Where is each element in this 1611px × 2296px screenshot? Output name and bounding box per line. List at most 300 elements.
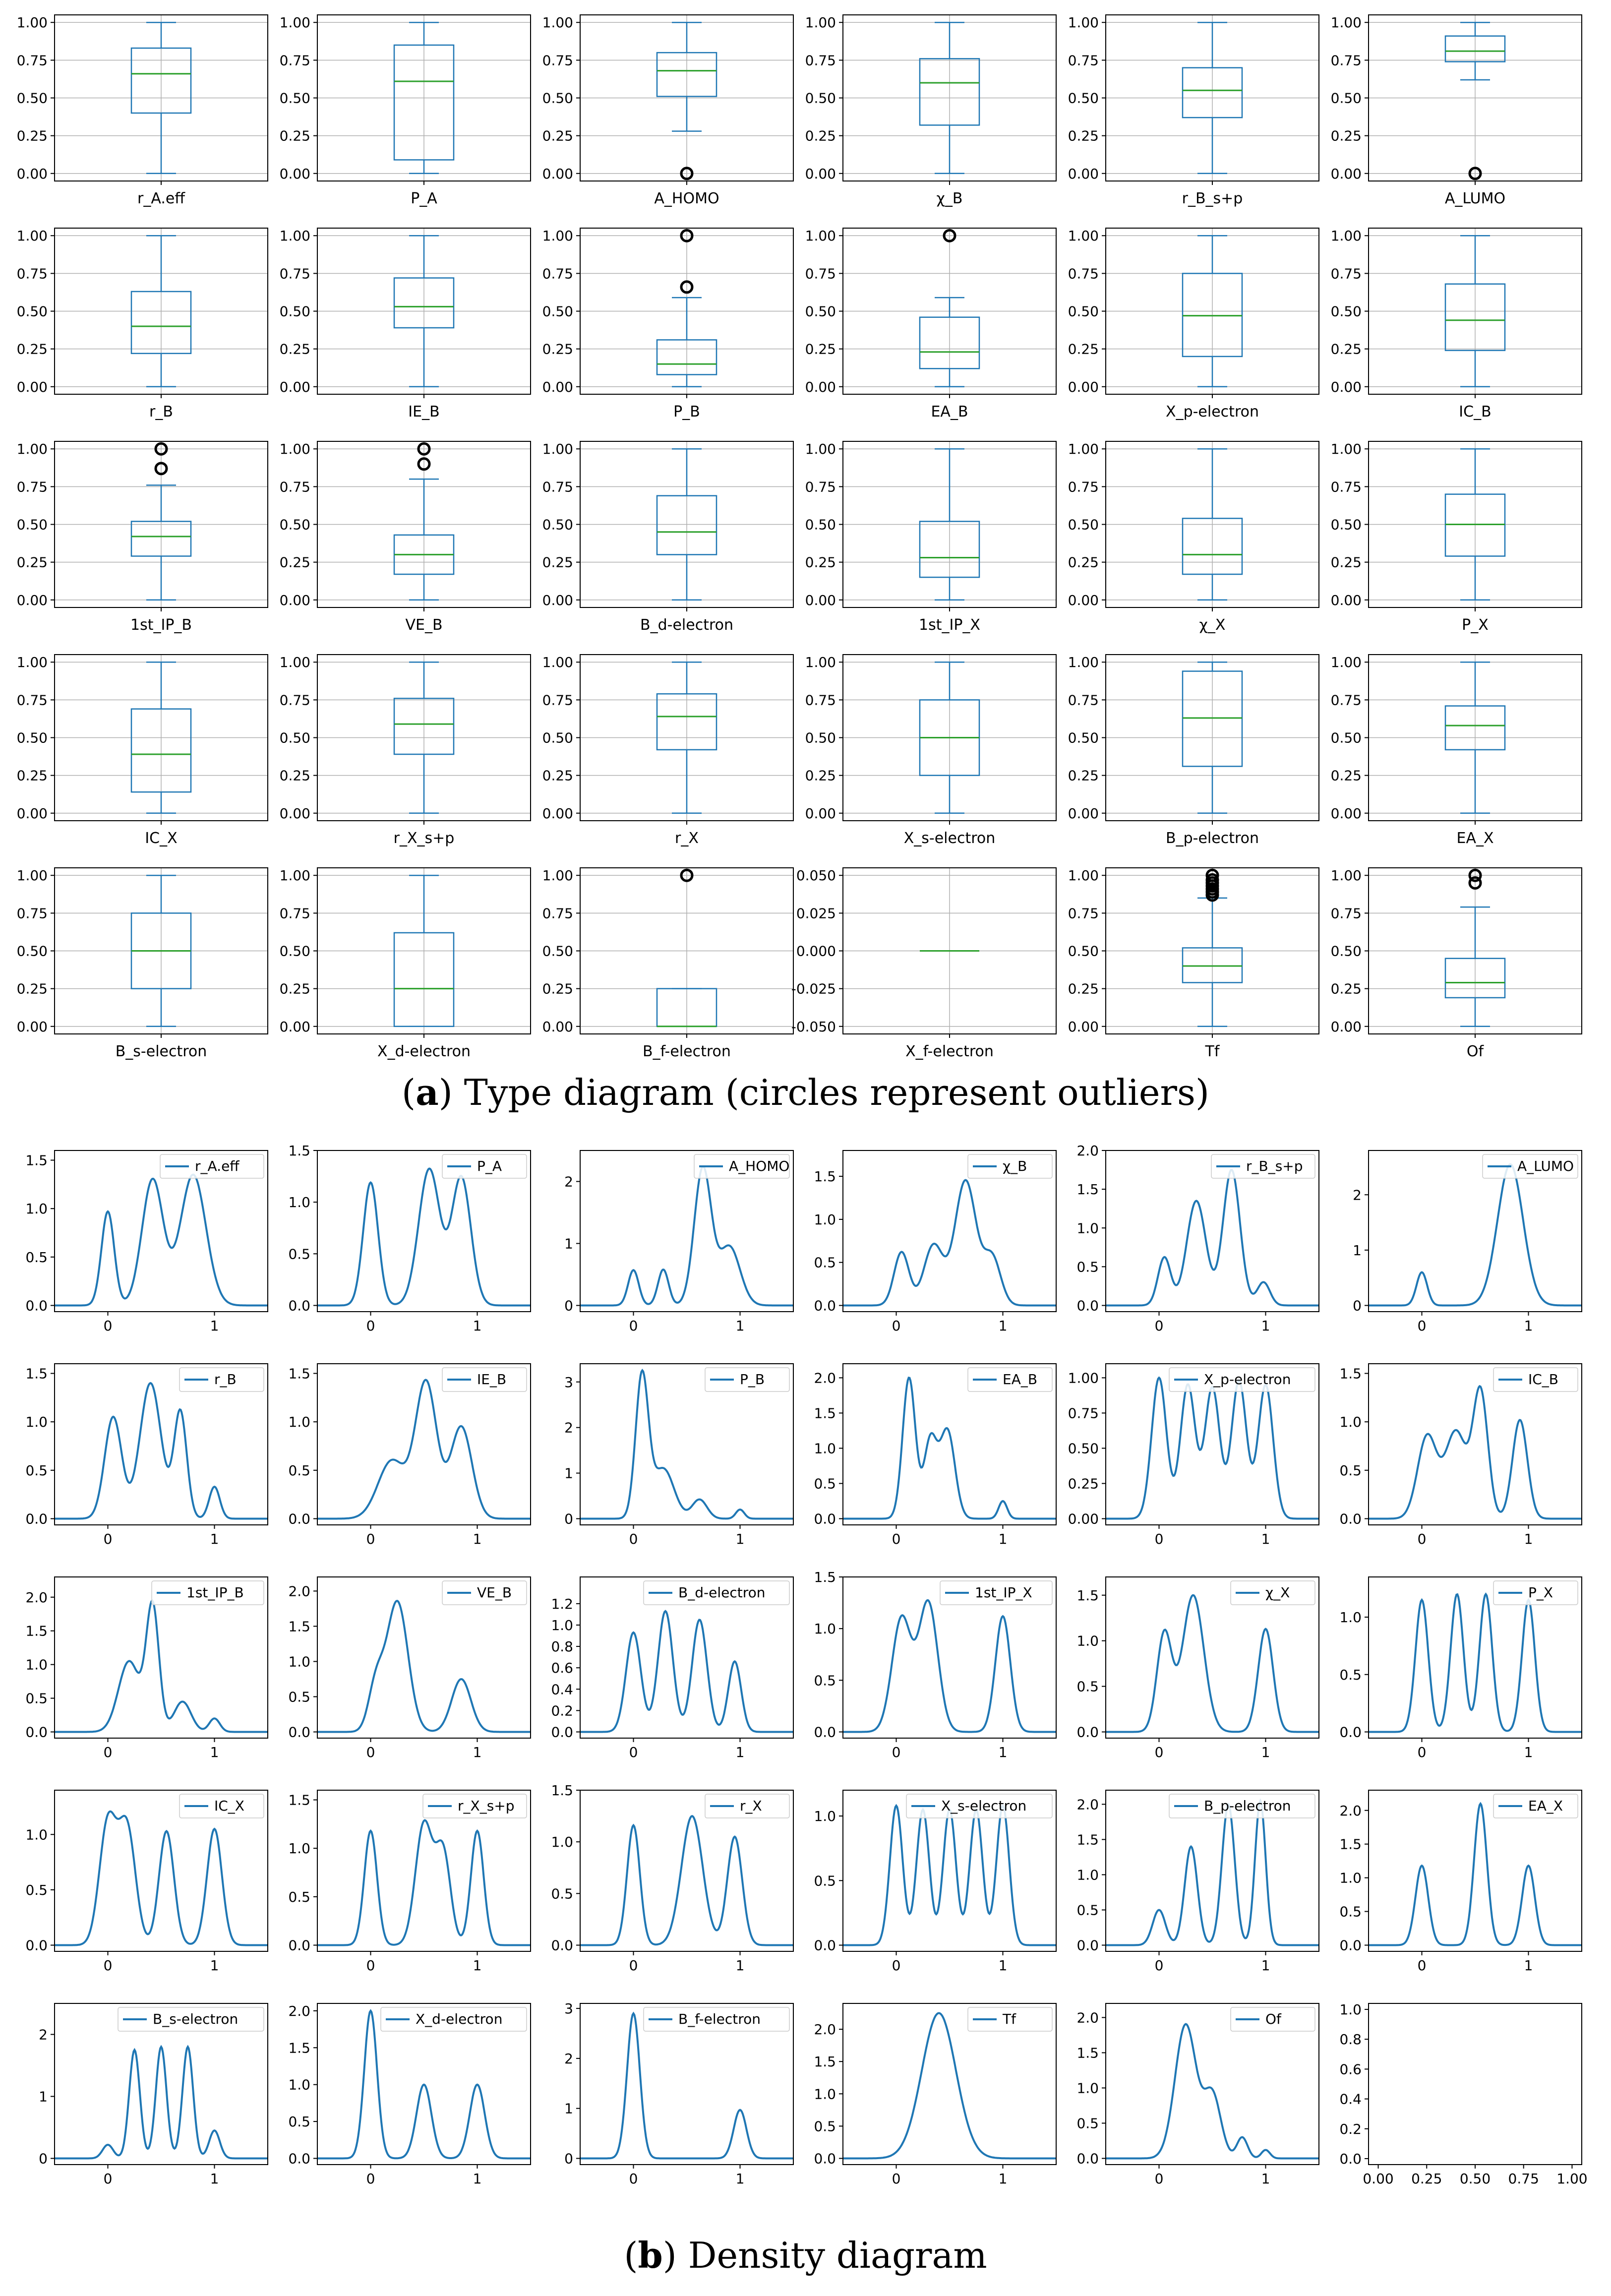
y-tick-label: 1.00 <box>542 441 573 458</box>
x-tick-label: 0 <box>366 2171 375 2187</box>
y-tick-label: 0.0 <box>288 1297 310 1314</box>
x-tick-label: 1 <box>1524 1957 1533 1974</box>
x-tick-label: 1 <box>735 1318 745 1334</box>
y-tick-label: 0.00 <box>16 1018 48 1035</box>
y-tick-label: 0.25 <box>16 127 48 144</box>
y-tick-label: 1.00 <box>1068 441 1099 458</box>
x-tick-label: 1 <box>210 1744 219 1760</box>
y-tick-label: 2.0 <box>25 1589 48 1606</box>
y-tick-label: 1.00 <box>542 654 573 671</box>
y-tick-label: 0.00 <box>1330 592 1362 608</box>
y-tick-label: 1.5 <box>1076 1831 1099 1848</box>
y-tick-label: 0.5 <box>288 1246 310 1263</box>
x-tick-label: 1 <box>210 1318 219 1334</box>
y-tick-label: 1.5 <box>1076 1587 1099 1604</box>
y-tick-label: 0.0 <box>814 1724 836 1741</box>
x-tick-label: 0 <box>892 2171 901 2187</box>
y-tick-label: 0.50 <box>1330 303 1362 320</box>
legend-label: r_X_s+p <box>458 1798 515 1814</box>
y-tick-label: 0.25 <box>279 341 310 358</box>
y-tick-label: 0.25 <box>805 341 836 358</box>
y-tick-label: 0.75 <box>1068 692 1099 709</box>
x-tick-label: 0 <box>1417 1531 1427 1547</box>
y-tick-label: 0.25 <box>1068 127 1099 144</box>
x-tick-label: 1 <box>998 1531 1008 1547</box>
y-tick-label: 0.50 <box>1068 90 1099 107</box>
y-tick-label: 1.5 <box>288 1792 310 1809</box>
y-tick-label: 0.00 <box>1068 1018 1099 1035</box>
y-tick-label: 0.00 <box>16 592 48 608</box>
x-tick-label: 1.00 <box>1556 2171 1588 2187</box>
legend-label: 1st_IP_X <box>975 1584 1032 1601</box>
y-tick-label: 0.75 <box>1068 265 1099 282</box>
x-tick-label: 1 <box>1261 1744 1270 1760</box>
x-label: X_d-electron <box>377 1043 471 1060</box>
y-tick-label: 0.5 <box>25 1881 48 1898</box>
caption-a: (a) Type diagram (circles represent outliers) <box>402 1071 1209 1113</box>
y-tick-label: 0.00 <box>805 805 836 822</box>
y-tick-label: 0.50 <box>1068 303 1099 320</box>
y-tick-label: 0.75 <box>1330 52 1362 69</box>
y-tick-label: 0.0 <box>25 1511 48 1527</box>
y-tick-label: 0.75 <box>542 905 573 922</box>
x-tick-label: 1 <box>998 1744 1008 1760</box>
y-tick-label: 0.5 <box>814 1254 836 1271</box>
y-tick-label: 0.5 <box>814 1873 836 1889</box>
y-tick-label: 0.5 <box>551 1885 573 1902</box>
y-tick-label: 0.0 <box>288 2150 310 2167</box>
y-tick-label: 0.50 <box>16 943 48 960</box>
y-tick-label: 0.25 <box>1068 341 1099 358</box>
y-tick-label: 0.75 <box>542 265 573 282</box>
y-tick-label: 0.75 <box>805 265 836 282</box>
y-tick-label: 0.00 <box>279 165 310 182</box>
y-tick-label: 0.75 <box>1068 52 1099 69</box>
y-tick-label: 3 <box>564 2000 573 2017</box>
x-label: r_B_s+p <box>1182 190 1243 207</box>
x-tick-label: 0 <box>1154 2171 1164 2187</box>
caption-b-text: Density diagram <box>676 2235 987 2276</box>
y-tick-label: 1.00 <box>805 228 836 244</box>
y-tick-label: 0.75 <box>1330 479 1362 495</box>
legend-label: r_B <box>214 1371 237 1388</box>
y-tick-label: 0.75 <box>1330 692 1362 709</box>
y-tick-label: 0.25 <box>279 980 310 997</box>
x-label: EA_B <box>931 403 968 421</box>
y-tick-label: 1.00 <box>16 867 48 884</box>
x-tick-label: 1 <box>210 1957 219 1974</box>
y-tick-label: 0.5 <box>1076 1902 1099 1919</box>
y-tick-label: 0.50 <box>542 90 573 107</box>
y-tick-label: 1.0 <box>814 1808 836 1825</box>
y-tick-label: 1 <box>39 2088 48 2105</box>
y-tick-label: 0.5 <box>1339 1462 1362 1479</box>
x-tick-label: 0 <box>629 1744 638 1760</box>
y-tick-label: 1.0 <box>1076 2080 1099 2097</box>
y-tick-label: 1.0 <box>551 1617 573 1633</box>
y-tick-label: 0.00 <box>805 165 836 182</box>
legend-label: IE_B <box>477 1371 507 1388</box>
x-label: VE_B <box>405 616 443 634</box>
legend-label: r_B_s+p <box>1246 1158 1303 1174</box>
x-label: r_X_s+p <box>393 830 455 847</box>
y-tick-label: 0.75 <box>1068 479 1099 495</box>
x-tick-label: 1 <box>1524 1531 1533 1547</box>
y-tick-label: 2.0 <box>288 1583 310 1600</box>
y-tick-label: 0.25 <box>1330 554 1362 571</box>
x-tick-label: 1 <box>1261 1531 1270 1547</box>
y-tick-label: 0.0 <box>288 1937 310 1954</box>
y-tick-label: 0.50 <box>1068 943 1099 960</box>
y-tick-label: 0.50 <box>16 303 48 320</box>
y-tick-label: 0.00 <box>542 1018 573 1035</box>
y-tick-label: 0.25 <box>1330 767 1362 784</box>
x-tick-label: 1 <box>473 1318 482 1334</box>
y-tick-label: 2 <box>564 2050 573 2067</box>
y-tick-label: 1.00 <box>542 14 573 31</box>
x-label: P_X <box>1462 616 1489 634</box>
y-tick-label: 0.5 <box>1339 1666 1362 1683</box>
legend-label: VE_B <box>477 1584 512 1601</box>
y-tick-label: 0.50 <box>1068 729 1099 746</box>
x-label: χ_B <box>936 190 963 207</box>
x-tick-label: 1 <box>210 2171 219 2187</box>
y-tick-label: 1.5 <box>288 1618 310 1635</box>
y-tick-label: 1.0 <box>288 1653 310 1670</box>
legend-label: EA_B <box>1003 1371 1038 1388</box>
y-tick-label: 0.75 <box>805 52 836 69</box>
y-tick-label: 1.0 <box>25 1656 48 1673</box>
y-tick-label: 1.5 <box>814 1569 836 1585</box>
x-tick-label: 0 <box>892 1957 901 1974</box>
x-tick-label: 0.50 <box>1459 2171 1491 2187</box>
legend-label: r_A.eff <box>195 1158 239 1174</box>
y-tick-label: 0.00 <box>805 592 836 608</box>
y-tick-label: 0.75 <box>16 905 48 922</box>
y-tick-label: 1.5 <box>1339 1365 1362 1382</box>
x-tick-label: 0 <box>103 1957 113 1974</box>
y-tick-label: 1.5 <box>814 2054 836 2070</box>
y-tick-label: 2.0 <box>1076 1796 1099 1813</box>
x-label: B_d-electron <box>640 616 733 634</box>
x-tick-label: 0.75 <box>1508 2171 1539 2187</box>
y-tick-label: 0.50 <box>279 943 310 960</box>
y-tick-label: 0.75 <box>279 265 310 282</box>
y-tick-label: 0.00 <box>1068 1511 1099 1527</box>
x-tick-label: 1 <box>473 1531 482 1547</box>
y-tick-label: 0.5 <box>814 2118 836 2135</box>
y-tick-label: 0.25 <box>542 341 573 358</box>
y-tick-label: 0.50 <box>542 303 573 320</box>
legend-label: B_f-electron <box>678 2011 761 2027</box>
x-tick-label: 1 <box>735 1744 745 1760</box>
y-tick-label: 0.50 <box>16 90 48 107</box>
y-tick-label: 0.050 <box>796 867 836 884</box>
y-tick-label: 0.00 <box>1068 805 1099 822</box>
y-tick-label: 0.00 <box>1068 165 1099 182</box>
legend-label: B_s-electron <box>153 2011 239 2027</box>
y-tick-label: 0.0 <box>814 1511 836 1527</box>
y-tick-label: 0.75 <box>542 52 573 69</box>
y-tick-label: 0.75 <box>542 479 573 495</box>
x-label: r_A.eff <box>137 190 185 207</box>
x-label: X_p-electron <box>1166 403 1259 421</box>
x-label: B_p-electron <box>1166 830 1259 847</box>
y-tick-label: 1 <box>1353 1242 1362 1259</box>
y-tick-label: 1.5 <box>1339 1836 1362 1853</box>
x-label: Of <box>1466 1043 1484 1060</box>
legend-label: P_B <box>740 1371 765 1388</box>
x-tick-label: 0 <box>103 1531 113 1547</box>
y-tick-label: 0.0 <box>551 1724 573 1741</box>
caption-b: (b) Density diagram <box>624 2234 987 2276</box>
y-tick-label: 2 <box>564 1173 573 1190</box>
legend-label: P_A <box>477 1158 502 1174</box>
x-tick-label: 0 <box>103 1318 113 1334</box>
y-tick-label: -0.050 <box>791 1018 836 1035</box>
y-tick-label: 0.25 <box>16 980 48 997</box>
y-tick-label: 0.5 <box>288 1689 310 1705</box>
caption-a-text: Type diagram (circles represent outliers) <box>452 1072 1209 1113</box>
x-tick-label: 1 <box>735 2171 745 2187</box>
legend-label: 1st_IP_B <box>186 1584 244 1601</box>
y-tick-label: 2.0 <box>1076 1143 1099 1159</box>
y-tick-label: 1.5 <box>1076 2045 1099 2061</box>
y-tick-label: 0.25 <box>1330 980 1362 997</box>
y-tick-label: 1.00 <box>805 654 836 671</box>
x-tick-label: 0 <box>629 1957 638 1974</box>
legend-label: χ_B <box>1003 1158 1027 1174</box>
y-tick-label: 0 <box>564 1297 573 1314</box>
y-tick-label: 0.25 <box>1330 127 1362 144</box>
y-tick-label: 0.00 <box>279 1018 310 1035</box>
y-tick-label: 0.00 <box>279 592 310 608</box>
legend-label: X_s-electron <box>941 1798 1027 1814</box>
x-tick-label: 0 <box>1154 1744 1164 1760</box>
y-tick-label: 0.50 <box>542 943 573 960</box>
y-tick-label: 0.50 <box>1068 516 1099 533</box>
y-tick-label: 0.75 <box>1330 265 1362 282</box>
y-tick-label: 1.00 <box>1068 1370 1099 1387</box>
legend-label: X_p-electron <box>1204 1371 1291 1388</box>
legend-label: A_HOMO <box>729 1158 790 1174</box>
x-tick-label: 0.25 <box>1411 2171 1442 2187</box>
x-tick-label: 0.00 <box>1363 2171 1394 2187</box>
y-tick-label: 0.5 <box>814 1672 836 1689</box>
y-tick-label: 1.00 <box>1330 867 1362 884</box>
y-tick-label: 0.0 <box>1076 2150 1099 2167</box>
y-tick-label: 1.2 <box>551 1595 573 1612</box>
y-tick-label: 0.25 <box>279 554 310 571</box>
y-tick-label: 1.00 <box>279 228 310 244</box>
y-tick-label: 1.00 <box>1068 867 1099 884</box>
x-tick-label: 0 <box>1154 1318 1164 1334</box>
y-tick-label: 0.75 <box>805 692 836 709</box>
y-tick-label: 0.00 <box>16 165 48 182</box>
x-label: A_HOMO <box>654 190 719 207</box>
legend-label: χ_X <box>1265 1584 1290 1601</box>
y-tick-label: 1.0 <box>814 1440 836 1457</box>
x-label: P_B <box>673 403 700 421</box>
y-tick-label: 1.5 <box>814 1168 836 1185</box>
y-tick-label: 0.25 <box>805 554 836 571</box>
y-tick-label: 1.0 <box>1339 1414 1362 1431</box>
y-tick-label: 2.0 <box>814 2021 836 2038</box>
y-tick-label: 1.0 <box>814 1621 836 1637</box>
y-tick-label: 0.5 <box>1076 2115 1099 2132</box>
y-tick-label: 1.0 <box>1076 1220 1099 1237</box>
x-label: EA_X <box>1456 830 1494 847</box>
y-tick-label: 0 <box>39 2150 48 2167</box>
y-tick-label: 0.00 <box>16 805 48 822</box>
legend-label: A_LUMO <box>1517 1158 1574 1174</box>
y-tick-label: 0.50 <box>1330 516 1362 533</box>
legend-label: P_X <box>1528 1584 1553 1601</box>
y-tick-label: 1.0 <box>1339 1609 1362 1626</box>
y-tick-label: 0.5 <box>1339 1903 1362 1920</box>
y-tick-label: 0.00 <box>279 378 310 395</box>
y-tick-label: 0.0 <box>814 1937 836 1954</box>
y-tick-label: 0.0 <box>1339 1511 1362 1527</box>
y-tick-label: 0.50 <box>805 303 836 320</box>
y-tick-label: 1 <box>564 1235 573 1252</box>
y-tick-label: 0.25 <box>542 767 573 784</box>
y-tick-label: 1.0 <box>25 1201 48 1217</box>
y-tick-label: 0.0 <box>814 1297 836 1314</box>
y-tick-label: 0.5 <box>25 1249 48 1266</box>
x-label: IC_X <box>145 830 178 847</box>
y-tick-label: 0.5 <box>1076 1678 1099 1695</box>
y-tick-label: 3 <box>564 1374 573 1390</box>
y-tick-label: 0.0 <box>288 1511 310 1527</box>
y-tick-label: 1.0 <box>25 1414 48 1431</box>
y-tick-label: 0.00 <box>542 592 573 608</box>
y-tick-label: 1.0 <box>288 1840 310 1857</box>
x-tick-label: 1 <box>998 1957 1008 1974</box>
x-label: P_A <box>411 190 437 207</box>
x-tick-label: 0 <box>892 1744 901 1760</box>
y-tick-label: 0.5 <box>814 1475 836 1492</box>
y-tick-label: 0 <box>564 2150 573 2167</box>
y-tick-label: 1.5 <box>288 2040 310 2056</box>
x-tick-label: 1 <box>473 2171 482 2187</box>
x-tick-label: 0 <box>629 1318 638 1334</box>
x-tick-label: 0 <box>366 1531 375 1547</box>
y-tick-label: 2.0 <box>288 2002 310 2019</box>
x-label: B_f-electron <box>643 1043 731 1060</box>
y-tick-label: 1.00 <box>16 228 48 244</box>
y-tick-label: 0.25 <box>1068 1475 1099 1492</box>
x-tick-label: 0 <box>1417 1744 1427 1760</box>
y-tick-label: 0.75 <box>805 479 836 495</box>
x-label: B_s-electron <box>115 1043 207 1060</box>
y-tick-label: 0.50 <box>1330 90 1362 107</box>
x-tick-label: 0 <box>892 1531 901 1547</box>
y-tick-label: 1.00 <box>542 228 573 244</box>
y-tick-label: 0.5 <box>288 1462 310 1479</box>
y-tick-label: 0.25 <box>542 980 573 997</box>
y-tick-label: 0.000 <box>796 943 836 960</box>
x-tick-label: 0 <box>629 1531 638 1547</box>
y-tick-label: 1.00 <box>279 14 310 31</box>
y-tick-label: 1.00 <box>1068 228 1099 244</box>
y-tick-label: 0 <box>564 1511 573 1527</box>
y-tick-label: 0.25 <box>16 554 48 571</box>
legend-label: r_X <box>740 1798 762 1814</box>
y-tick-label: 0.2 <box>1339 2120 1362 2137</box>
x-tick-label: 1 <box>735 1957 745 1974</box>
y-tick-label: 2.0 <box>814 1370 836 1387</box>
y-tick-label: 1.00 <box>1330 654 1362 671</box>
y-tick-label: 0.0 <box>288 1724 310 1741</box>
y-tick-label: 0.0 <box>1076 1297 1099 1314</box>
y-tick-label: 0.75 <box>1068 905 1099 922</box>
y-tick-label: 0.50 <box>805 516 836 533</box>
y-tick-label: 0.5 <box>288 1888 310 1905</box>
y-tick-label: 1.5 <box>1076 1181 1099 1198</box>
y-tick-label: 0.0 <box>1339 2150 1362 2167</box>
y-tick-label: 0.50 <box>279 729 310 746</box>
legend-label: EA_X <box>1528 1798 1563 1814</box>
x-tick-label: 0 <box>103 2171 113 2187</box>
y-tick-label: 2 <box>564 1419 573 1436</box>
y-tick-label: 0.25 <box>16 341 48 358</box>
x-label: χ_X <box>1199 616 1226 634</box>
y-tick-label: 0.75 <box>542 692 573 709</box>
y-tick-label: 0.00 <box>1068 378 1099 395</box>
y-tick-label: 0.8 <box>551 1638 573 1655</box>
y-tick-label: 1.0 <box>25 1826 48 1843</box>
y-tick-label: 0.00 <box>1330 805 1362 822</box>
y-tick-label: 1.00 <box>1068 14 1099 31</box>
y-tick-label: 0.25 <box>1068 767 1099 784</box>
legend-label: Tf <box>1003 2011 1016 2027</box>
x-label: A_LUMO <box>1444 190 1506 207</box>
y-tick-label: 0.0 <box>25 1724 48 1741</box>
y-tick-label: 0.00 <box>16 378 48 395</box>
y-tick-label: 0.25 <box>16 767 48 784</box>
y-tick-label: 0.4 <box>1339 2091 1362 2108</box>
y-tick-label: 0.50 <box>1330 729 1362 746</box>
y-tick-label: 0.00 <box>1330 1018 1362 1035</box>
y-tick-label: 0.25 <box>542 554 573 571</box>
y-tick-label: 1.00 <box>1330 441 1362 458</box>
x-label: 1st_IP_X <box>919 616 980 634</box>
x-tick-label: 0 <box>892 1318 901 1334</box>
x-label: IE_B <box>408 403 440 421</box>
x-tick-label: 0 <box>366 1744 375 1760</box>
y-tick-label: 0.0 <box>25 1297 48 1314</box>
y-tick-label: 2 <box>39 2026 48 2043</box>
x-label: 1st_IP_B <box>130 616 192 634</box>
y-tick-label: 0.00 <box>542 805 573 822</box>
x-tick-label: 1 <box>1261 1957 1270 1974</box>
y-tick-label: 0.50 <box>542 729 573 746</box>
y-tick-label: 2.0 <box>1076 2009 1099 2026</box>
y-tick-label: 0.25 <box>805 767 836 784</box>
x-tick-label: 1 <box>998 1318 1008 1334</box>
x-label: r_X <box>675 830 699 847</box>
y-tick-label: 2.0 <box>1339 1802 1362 1819</box>
y-tick-label: 0.50 <box>16 729 48 746</box>
y-tick-label: 1.00 <box>1330 228 1362 244</box>
x-tick-label: 1 <box>1524 1318 1533 1334</box>
y-tick-label: 0.25 <box>1068 554 1099 571</box>
x-tick-label: 0 <box>1417 1957 1427 1974</box>
x-tick-label: 0 <box>366 1957 375 1974</box>
y-tick-label: 1.00 <box>1068 654 1099 671</box>
y-tick-label: 0.75 <box>16 479 48 495</box>
